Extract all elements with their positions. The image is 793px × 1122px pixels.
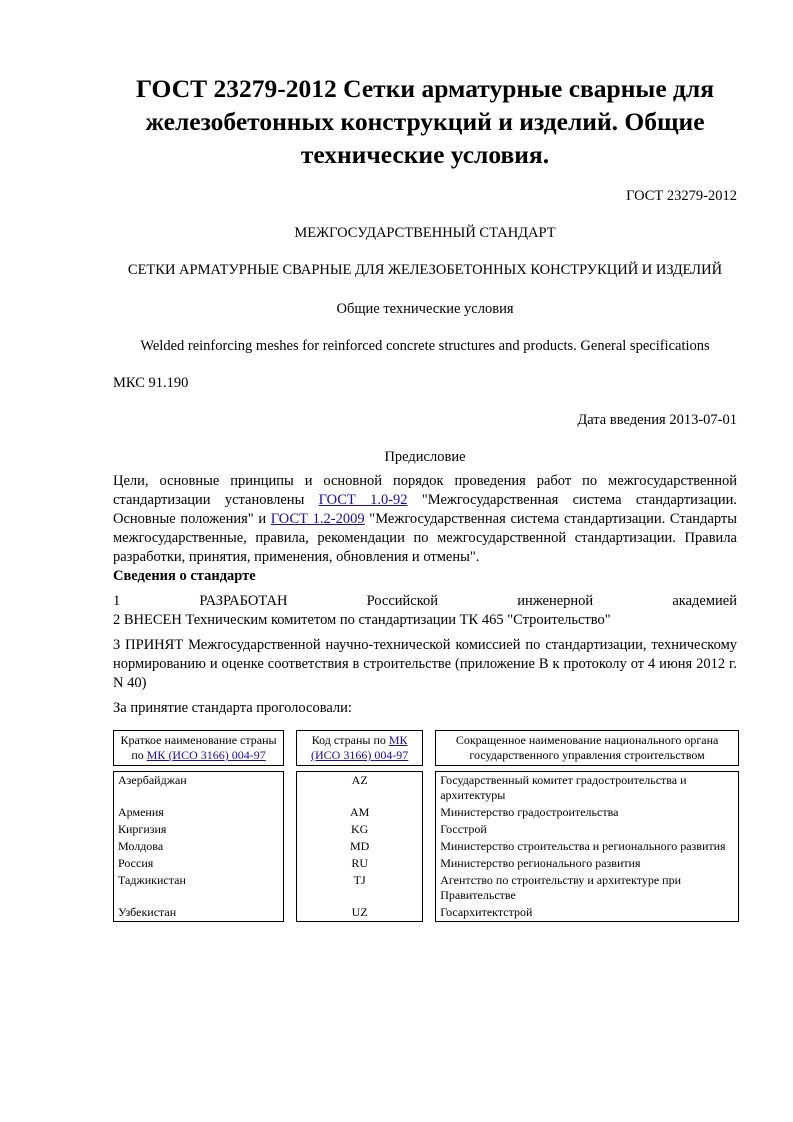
country-cell: Азербайджан (113, 771, 284, 804)
item-3-adopted: 3 ПРИНЯТ Межгосударственной научно-технической комиссией по стандартизации, техническому нормированию и оценке соответствия в строительстве (приложение В к протоколу от 4 июня 2012 г. N 40) (113, 637, 737, 691)
mk-iso-3166-link[interactable]: МК (ИСО 3166) 004-97 (310, 733, 409, 762)
mk-iso-3166-link[interactable]: МК (ИСО 3166) 004-97 (146, 748, 266, 762)
gost-1-0-92-link[interactable]: ГОСТ 1.0-92 (318, 492, 408, 508)
header-country-name: Краткое наименование страны по МК (ИСО 3166) 004-97 (113, 730, 284, 766)
header-country-code: Код страны по МК (ИСО 3166) 004-97 (296, 730, 423, 766)
country-cell: Армения (113, 804, 284, 821)
table-row (113, 855, 739, 872)
interstate-standard-label: МЕЖГОСУДАРСТВЕННЫЙ СТАНДАРТ (294, 225, 556, 241)
authority-cell: Министерство градостроительства (435, 804, 739, 821)
country-cell: Молдова (113, 838, 284, 855)
country-cell: Россия (113, 855, 284, 872)
foreword-text-2: "Межгосударственная система стандартизации. Основные положения" и (113, 492, 738, 527)
standard-subtitle: Общие технические условия (336, 301, 514, 317)
table-body (113, 771, 739, 922)
foreword-text-3: "Межгосударственная система стандартизации. Стандарты межгосударственные, правила, рекомендации по межгосударственной стандартизации. Правила разработки, принятия, применения, обновления и отмены". (113, 511, 738, 565)
gost-1-2-2009-link[interactable]: ГОСТ 1.2-2009 (270, 511, 365, 527)
authority-cell: Агентство по строительству и архитектуре при Правительстве (435, 872, 739, 904)
table-row (113, 804, 739, 821)
foreword-paragraph (113, 472, 737, 567)
country-code-cell: TJ (296, 872, 423, 904)
table-header-row (113, 730, 739, 766)
table-row (113, 872, 739, 904)
standard-title-ru: СЕТКИ АРМАТУРНЫЕ СВАРНЫЕ ДЛЯ ЖЕЛЕЗОБЕТОННЫХ КОНСТРУКЦИЙ И ИЗДЕЛИЙ (127, 262, 723, 278)
item-1-word: Российской (366, 593, 439, 609)
country-code-cell: RU (296, 855, 423, 872)
introduction-date: Дата введения 2013-07-01 (577, 412, 737, 428)
item-1-word: академией (672, 593, 737, 609)
mks-code: МКС 91.190 (113, 375, 189, 391)
country-cell: Узбекистан (113, 904, 284, 922)
country-code-cell: KG (296, 821, 423, 838)
table-row (113, 771, 739, 804)
foreword-heading: Предисловие (384, 449, 466, 465)
authority-cell: Государственный комитет градостроительства и архитектуры (435, 771, 739, 804)
item-2-submitted: 2 ВНЕСЕН Техническим комитетом по стандартизации ТК 465 "Строительство" (113, 612, 611, 628)
country-code-cell: AZ (296, 771, 423, 804)
voted-heading: За принятие стандарта проголосовали: (113, 700, 352, 716)
authority-cell: Министерство строительства и регионального развития (435, 838, 739, 855)
table-row (113, 838, 739, 855)
country-code-cell: UZ (296, 904, 423, 922)
country-code-cell: MD (296, 838, 423, 855)
item-1-word: РАЗРАБОТАН (199, 593, 288, 609)
voting-table (113, 730, 739, 922)
table-row (113, 904, 739, 922)
country-cell: Киргизия (113, 821, 284, 838)
country-code-cell: AM (296, 804, 423, 821)
authority-cell: Министерство регионального развития (435, 855, 739, 872)
item-1-word: инженерной (517, 593, 594, 609)
foreword-text-1: Цели, основные принципы и основной порядок проведения работ по межгосударственной стандартизации установлены (113, 473, 737, 508)
document-title: ГОСТ 23279-2012 Сетки арматурные сварные для железобетонных конструкций и изделий. Общие технические условия. (135, 74, 715, 169)
standard-code: ГОСТ 23279-2012 (626, 188, 737, 204)
authority-cell: Госстрой (435, 821, 739, 838)
standard-title-en: Welded reinforcing meshes for reinforced concrete structures and products. General specifications (140, 338, 710, 354)
header-authority-name: Сокращенное наименование национального органа государственного управления строительством (435, 730, 739, 766)
standard-info-heading: Сведения о стандарте (113, 568, 256, 584)
table-row (113, 821, 739, 838)
document-page (113, 72, 737, 922)
country-cell: Таджикистан (113, 872, 284, 904)
item-1-number: 1 (113, 593, 121, 609)
item-1-developed (113, 592, 737, 611)
authority-cell: Госархитектстрой (435, 904, 739, 922)
